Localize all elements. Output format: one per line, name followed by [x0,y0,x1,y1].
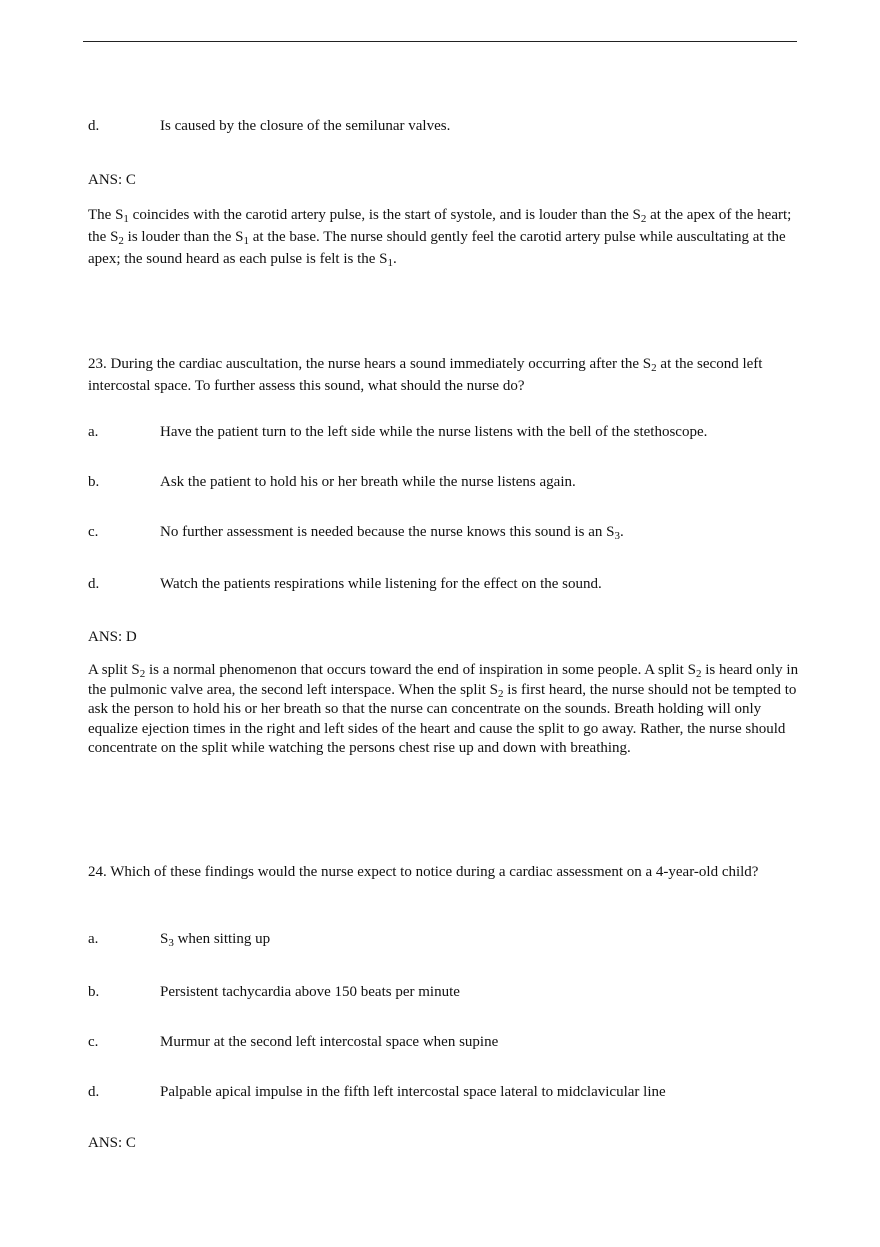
option-letter: a. [88,931,99,947]
q23-answer: ANS: D [88,629,137,645]
option-text: Ask the patient to hold his or her breath while the nurse listens again. [160,474,576,490]
prev-answer: ANS: C [88,172,136,188]
option-letter: b. [88,474,100,490]
q23-stem: 23. During the cardiac auscultation, the nurse hears a sound immediately occurring after the $S_2$ at the second left intercostal space. To further assess this sound, what should the nurse do? [88,356,763,394]
option-text: Murmur at the second left intercostal space when supine [160,1034,499,1050]
option-letter: c. [88,524,99,540]
option-letter: d. [88,118,100,134]
q24-answer: ANS: C [88,1135,136,1151]
header-rule [83,41,797,42]
option-letter: d. [88,576,100,592]
option-text: Palpable apical impulse in the fifth left intercostal space lateral to midclavicular line [160,1084,666,1100]
prev-rationale: The $S_1$ coincides with the carotid artery pulse, is the start of systole, and is louder than the $S_2$ at the apex of the heart; the $S_2$ is louder than the $S_1$ at the base. The nurse should gently feel the carotid artery pulse while auscultating at the apex; the sound heard as each pulse is felt is the $S_1$. [88,207,792,269]
option-text: Is caused by the closure of the semilunar valves. [160,118,451,134]
option-letter: a. [88,424,99,440]
option-text: Persistent tachycardia above 150 beats per minute [160,984,460,1000]
option-letter: b. [88,984,100,1000]
q23-rationale: A split $S_2$ is a normal phenomenon that occurs toward the end of inspiration in some people. A split $S_2$ is heard only in the pulmonic valve area, the second left interspace. When the split $S_2$ is first heard, the nurse should not be tempted to ask the person to hold his or her breath so that the nurse can concentrate on the sounds. Breath holding will only equalize ejection times in the right and left sides of the heart and cause the split to go away. Rather, the nurse should concentrate on the split while watching the persons chest rise up and down with breathing. [88,662,799,756]
option-letter: c. [88,1034,99,1050]
option-text: $S_3$ when sitting up [160,931,271,949]
option-letter: d. [88,1084,100,1100]
option-text: Have the patient turn to the left side while the nurse listens with the bell of the stethoscope. [160,424,708,440]
option-text: Watch the patients respirations while listening for the effect on the sound. [160,576,602,592]
q24-stem: 24. Which of these findings would the nurse expect to notice during a cardiac assessment on a 4-year-old child? [88,864,759,880]
option-text: No further assessment is needed because the nurse knows this sound is an $S_3$. [160,524,624,542]
